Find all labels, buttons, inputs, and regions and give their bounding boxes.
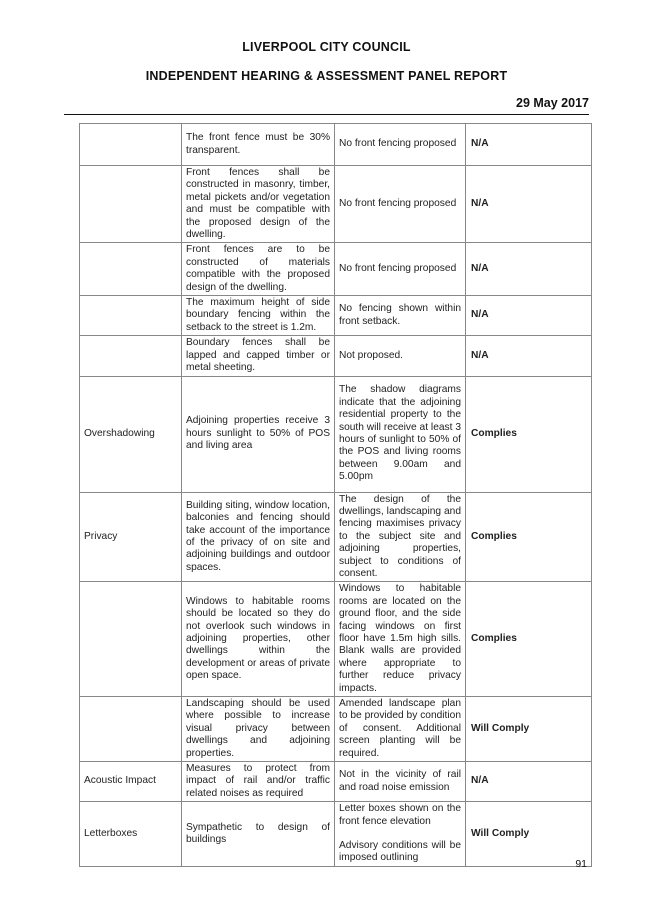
status-cell: N/A bbox=[466, 124, 592, 166]
control-cell bbox=[80, 336, 182, 376]
table-row bbox=[80, 296, 592, 336]
paragraph-gap bbox=[339, 828, 461, 840]
control-cell bbox=[80, 124, 182, 166]
control-cell bbox=[80, 697, 182, 762]
status-cell: Complies bbox=[466, 582, 592, 697]
requirement-cell: Sympathetic to design of buildings bbox=[182, 802, 335, 867]
proposal-cell: The shadow diagrams indicate that the adjoining residential property to the south will receive at least 3 hours of sunlight to 50% of the POS and living rooms between 9.00am and 5.00pm bbox=[335, 376, 466, 492]
control-cell bbox=[80, 166, 182, 243]
status-cell: N/A bbox=[466, 762, 592, 802]
table-row bbox=[80, 762, 592, 802]
report-title: INDEPENDENT HEARING & ASSESSMENT PANEL REPORT bbox=[145, 69, 508, 83]
control-cell bbox=[80, 296, 182, 336]
control-cell bbox=[80, 582, 182, 697]
report-date: 29 May 2017 bbox=[516, 96, 589, 110]
proposal-cell: Windows to habitable rooms are located on the ground floor, and the side facing windows on first floor have 1.5m high sills. Blank walls are provided where appropriate to further reduce privacy impacts. bbox=[335, 582, 466, 697]
proposal-cell bbox=[335, 802, 466, 867]
requirement-cell: Adjoining properties receive 3 hours sunlight to 50% of POS and living area bbox=[182, 376, 335, 492]
compliance-table-body bbox=[80, 124, 592, 867]
table-row bbox=[80, 582, 592, 697]
proposal-cell: Not in the vicinity of rail and road noise emission bbox=[335, 762, 466, 802]
control-cell: Privacy bbox=[80, 492, 182, 582]
table-row bbox=[80, 166, 592, 243]
control-cell: Overshadowing bbox=[80, 376, 182, 492]
header-rule bbox=[64, 114, 589, 115]
table-row bbox=[80, 336, 592, 376]
page-number: 91 bbox=[575, 858, 587, 870]
control-cell bbox=[80, 243, 182, 296]
requirement-cell: Boundary fences shall be lapped and capped timber or metal sheeting. bbox=[182, 336, 335, 376]
requirement-cell: Front fences are to be constructed of materials compatible with the proposed design of the dwelling. bbox=[182, 243, 335, 296]
control-cell: Letterboxes bbox=[80, 802, 182, 867]
status-cell: Will Comply bbox=[466, 697, 592, 762]
table-row bbox=[80, 492, 592, 582]
table-row bbox=[80, 697, 592, 762]
requirement-cell: Windows to habitable rooms should be located so they do not overlook such windows in adjoining properties, other dwellings within the development or areas of private open space. bbox=[182, 582, 335, 697]
proposal-cell: No front fencing proposed bbox=[335, 243, 466, 296]
status-cell: N/A bbox=[466, 296, 592, 336]
requirement-cell: Measures to protect from impact of rail and/or traffic related noises as required bbox=[182, 762, 335, 802]
proposal-cell: The design of the dwellings, landscaping and fencing maximises privacy to the subject site and adjoining properties, subject to conditions of consent. bbox=[335, 492, 466, 582]
proposal-cell: No front fencing proposed bbox=[335, 166, 466, 243]
status-cell: N/A bbox=[466, 166, 592, 243]
table-row bbox=[80, 243, 592, 296]
council-title: LIVERPOOL CITY COUNCIL bbox=[242, 40, 411, 54]
table-row bbox=[80, 124, 592, 166]
proposal-text: Letter boxes shown on the front fence elevation bbox=[339, 803, 461, 827]
proposal-cell: Amended landscape plan to be provided by condition of consent. Additional screen planting will be required. bbox=[335, 697, 466, 762]
requirement-cell: The maximum height of side boundary fencing within the setback to the street is 1.2m. bbox=[182, 296, 335, 336]
requirement-cell: Building siting, window location, balconies and fencing should take account of the importance of the privacy of on site and adjoining buildings and outdoor spaces. bbox=[182, 492, 335, 582]
status-cell: Complies bbox=[466, 376, 592, 492]
table-row bbox=[80, 802, 592, 867]
status-cell: N/A bbox=[466, 243, 592, 296]
status-cell: Complies bbox=[466, 492, 592, 582]
proposal-cell: No fencing shown within front setback. bbox=[335, 296, 466, 336]
requirement-cell: Front fences shall be constructed in masonry, timber, metal pickets and/or vegetation and must be compatible with the proposed design of the dwelling. bbox=[182, 166, 335, 243]
status-cell: N/A bbox=[466, 336, 592, 376]
status-cell: Will Comply bbox=[466, 802, 592, 867]
requirement-cell: The front fence must be 30% transparent. bbox=[182, 124, 335, 166]
control-cell: Acoustic Impact bbox=[80, 762, 182, 802]
proposal-cell: No front fencing proposed bbox=[335, 124, 466, 166]
compliance-table bbox=[79, 123, 592, 867]
table-row bbox=[80, 376, 592, 492]
requirement-cell: Landscaping should be used where possible to increase visual privacy between dwellings and adjoining properties. bbox=[182, 697, 335, 762]
proposal-text-continued: Advisory conditions will be imposed outlining bbox=[339, 840, 461, 864]
proposal-cell: Not proposed. bbox=[335, 336, 466, 376]
